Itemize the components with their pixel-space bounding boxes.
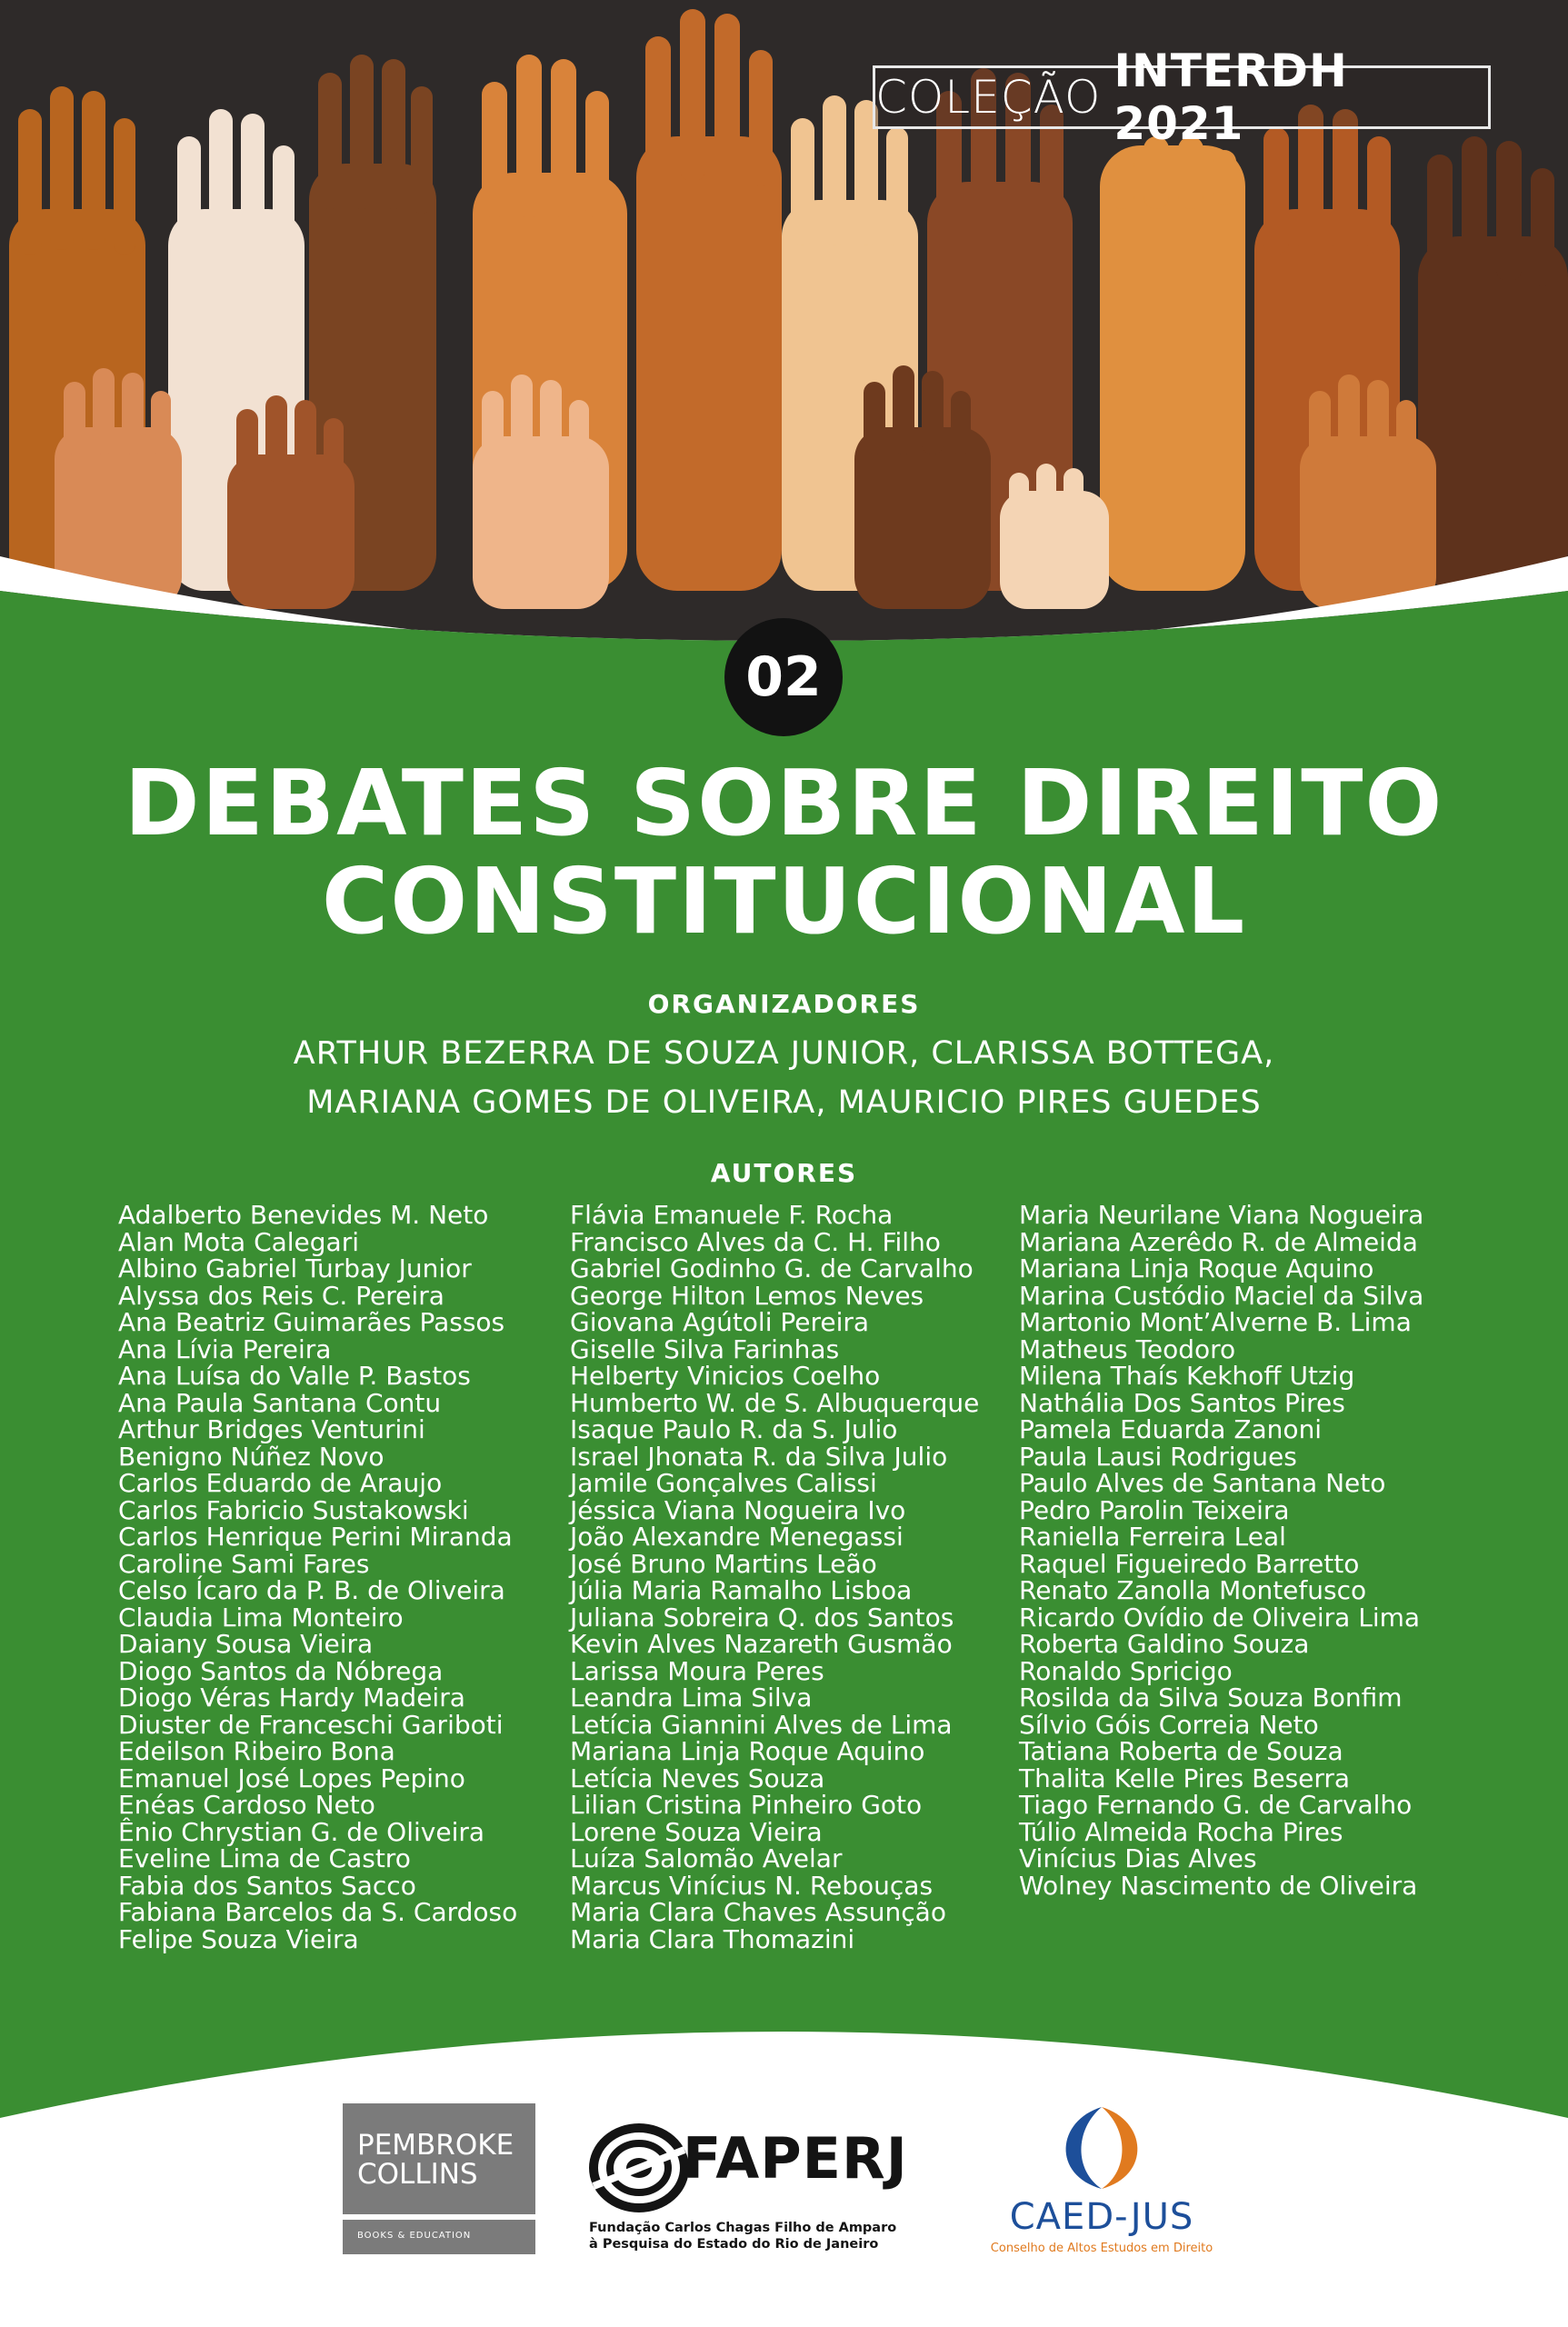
collection-name: INTERDH 2021 — [1114, 45, 1348, 150]
pembroke-collins-logo — [343, 2103, 535, 2254]
author-name: Carlos Eduardo de Araujo — [118, 1468, 443, 1498]
author-name: Pamela Eduarda Zanoni — [1019, 1414, 1323, 1444]
author-name: Thalita Kelle Pires Beserra — [1019, 1763, 1351, 1793]
author-name: Adalberto Benevides M. Neto — [118, 1200, 489, 1230]
author-name: Marina Custódio Maciel da Silva — [1019, 1280, 1424, 1311]
author-name: Celso Ícaro da P. B. de Oliveira — [118, 1575, 505, 1605]
author-name: Nathália Dos Santos Pires — [1019, 1387, 1345, 1418]
caed-name: CAED-JUS — [1009, 2196, 1194, 2238]
author-name: João Alexandre Menegassi — [570, 1522, 904, 1552]
authors-column-2 — [570, 1202, 979, 1952]
author-name: Ronaldo Spricigo — [1019, 1655, 1233, 1686]
author-name: Diuster de Franceschi Gariboti — [118, 1709, 504, 1740]
author-name: Mariana Azerêdo R. de Almeida — [1019, 1226, 1418, 1257]
author-name: Claudia Lima Monteiro — [118, 1602, 404, 1633]
author-name: Júlia Maria Ramalho Lisboa — [570, 1575, 913, 1605]
author-name: Edeilson Ribeiro Bona — [118, 1736, 395, 1766]
author-name: Humberto W. de S. Albuquerque — [570, 1387, 980, 1418]
authors-column-1 — [118, 1202, 517, 1952]
organizers-names — [0, 1029, 1568, 1127]
author-name: Diogo Santos da Nóbrega — [118, 1655, 444, 1686]
author-name: Daiany Sousa Vieira — [118, 1629, 374, 1659]
author-name: Ênio Chrystian G. de Oliveira — [118, 1816, 485, 1847]
author-name: Lilian Cristina Pinheiro Goto — [570, 1790, 923, 1820]
author-name: Sílvio Góis Correia Neto — [1019, 1709, 1319, 1740]
author-name: George Hilton Lemos Neves — [570, 1280, 924, 1311]
pembroke-tagline: BOOKS & EDUCATION — [343, 2220, 535, 2254]
author-name: Alyssa dos Reis C. Pereira — [118, 1280, 444, 1311]
author-name: Tiago Fernando G. de Carvalho — [1019, 1790, 1413, 1820]
author-name: Carlos Fabricio Sustakowski — [118, 1494, 469, 1525]
author-name: Mariana Linja Roque Aquino — [1019, 1253, 1374, 1283]
author-name: Ricardo Ovídio de Oliveira Lima — [1019, 1602, 1421, 1633]
faperj-emblem-icon — [589, 2118, 689, 2218]
author-name: Ana Beatriz Guimarães Passos — [118, 1307, 505, 1337]
organizers-line-2: MARIANA GOMES DE OLIVEIRA, MAURICIO PIRES GUEDES — [306, 1084, 1262, 1121]
author-name: Ana Lívia Pereira — [118, 1333, 332, 1364]
author-name: Maria Neurilane Viana Nogueira — [1019, 1200, 1424, 1230]
author-name: Arthur Bridges Venturini — [118, 1414, 425, 1444]
title-line-1: DEBATES SOBRE DIREITO — [124, 750, 1444, 856]
author-name: Giselle Silva Farinhas — [570, 1333, 840, 1364]
author-name: Albino Gabriel Turbay Junior — [118, 1253, 472, 1283]
author-name: Pedro Parolin Teixeira — [1019, 1494, 1290, 1525]
author-name: Leandra Lima Silva — [570, 1683, 813, 1713]
author-name: Israel Jhonata R. da Silva Julio — [570, 1441, 948, 1472]
author-name: Kevin Alves Nazareth Gusmão — [570, 1629, 953, 1659]
author-name: Vinícius Dias Alves — [1019, 1843, 1257, 1873]
title-line-2: CONSTITUCIONAL — [321, 848, 1247, 954]
author-name: Paula Lausi Rodrigues — [1019, 1441, 1297, 1472]
pembroke-line-2: COLLINS — [357, 2158, 478, 2191]
caed-jus-logo — [984, 2098, 1220, 2262]
pembroke-line-1: PEMBROKE — [357, 2129, 514, 2162]
author-name: Benigno Núñez Novo — [118, 1441, 385, 1472]
author-name: Flávia Emanuele F. Rocha — [570, 1200, 894, 1230]
author-name: Maria Clara Thomazini — [570, 1923, 855, 1954]
authors-column-3 — [1019, 1202, 1423, 1899]
organizers-line-1: ARTHUR BEZERRA DE SOUZA JUNIOR, CLARISSA BOTTEGA, — [293, 1035, 1275, 1072]
author-name: Ana Luísa do Valle P. Bastos — [118, 1361, 471, 1391]
author-name: José Bruno Martins Leão — [570, 1548, 877, 1579]
author-name: Renato Zanolla Montefusco — [1019, 1575, 1367, 1605]
author-name: Tatiana Roberta de Souza — [1019, 1736, 1343, 1766]
caed-emblem-icon — [1038, 2098, 1165, 2198]
author-name: Fabiana Barcelos da S. Cardoso — [118, 1897, 518, 1927]
author-name: Emanuel José Lopes Pepino — [118, 1763, 465, 1793]
authors-heading: AUTORES — [710, 1158, 858, 1188]
author-name: Felipe Souza Vieira — [118, 1923, 359, 1954]
author-name: Fabia dos Santos Sacco — [118, 1870, 416, 1901]
author-name: Maria Clara Chaves Assunção — [570, 1897, 946, 1927]
author-name: Túlio Almeida Rocha Pires — [1019, 1816, 1343, 1847]
author-name: Jéssica Viana Nogueira Ivo — [570, 1494, 906, 1525]
book-title — [0, 750, 1568, 954]
faperj-subtitle-1: Fundação Carlos Chagas Filho de Amparo — [589, 2221, 897, 2235]
author-name: Raniella Ferreira Leal — [1019, 1522, 1286, 1552]
author-name: Luíza Salomão Avelar — [570, 1843, 843, 1873]
caed-tagline: Conselho de Altos Estudos em Direito — [990, 2242, 1213, 2255]
author-name: Caroline Sami Fares — [118, 1548, 370, 1579]
author-name: Mariana Linja Roque Aquino — [570, 1736, 925, 1766]
author-name: Letícia Giannini Alves de Lima — [570, 1709, 953, 1740]
collection-label — [873, 45, 1491, 150]
author-name: Juliana Sobreira Q. dos Santos — [570, 1602, 954, 1633]
author-name: Wolney Nascimento de Oliveira — [1019, 1870, 1418, 1901]
collection-prefix: COLEÇÃO — [875, 71, 1102, 124]
author-name: Gabriel Godinho G. de Carvalho — [570, 1253, 974, 1283]
faperj-subtitle-2: à Pesquisa do Estado do Rio de Janeiro — [589, 2237, 879, 2252]
author-name: Milena Thaís Kekhoff Utzig — [1019, 1361, 1355, 1391]
faperj-logo — [589, 2118, 934, 2263]
author-name: Eveline Lima de Castro — [118, 1843, 411, 1873]
author-name: Letícia Neves Souza — [570, 1763, 825, 1793]
author-name: Isaque Paulo R. da S. Julio — [570, 1414, 898, 1444]
author-name: Giovana Agútoli Pereira — [570, 1307, 870, 1337]
author-name: Paulo Alves de Santana Neto — [1019, 1468, 1386, 1498]
author-name: Alan Mota Calegari — [118, 1226, 360, 1257]
faperj-name: FAPERJ — [683, 2125, 908, 2192]
organizers-heading: ORGANIZADORES — [647, 989, 921, 1019]
author-name: Rosilda da Silva Souza Bonfim — [1019, 1683, 1403, 1713]
author-name: Enéas Cardoso Neto — [118, 1790, 375, 1820]
author-name: Matheus Teodoro — [1019, 1333, 1236, 1364]
author-name: Larissa Moura Peres — [570, 1655, 824, 1686]
author-name: Diogo Véras Hardy Madeira — [118, 1683, 465, 1713]
volume-badge: 02 — [724, 618, 843, 736]
author-name: Lorene Souza Vieira — [570, 1816, 823, 1847]
author-name: Ana Paula Santana Contu — [118, 1387, 442, 1418]
author-name: Martonio Mont’Alverne B. Lima — [1019, 1307, 1412, 1337]
author-name: Marcus Vinícius N. Rebouças — [570, 1870, 934, 1901]
author-name: Francisco Alves da C. H. Filho — [570, 1226, 941, 1257]
author-name: Carlos Henrique Perini Miranda — [118, 1522, 513, 1552]
author-name: Jamile Gonçalves Calissi — [570, 1468, 877, 1498]
author-name: Helberty Vinicios Coelho — [570, 1361, 881, 1391]
author-name: Raquel Figueiredo Barretto — [1019, 1548, 1360, 1579]
author-name: Roberta Galdino Souza — [1019, 1629, 1310, 1659]
